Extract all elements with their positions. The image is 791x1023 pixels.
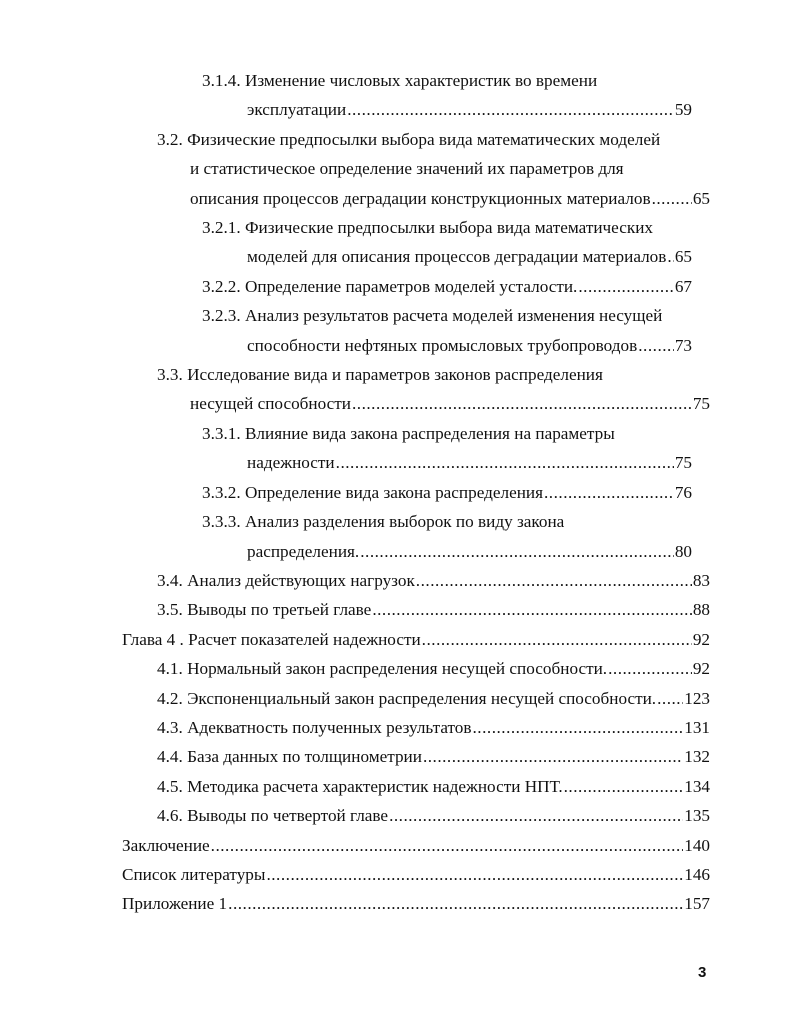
toc-page-number: 92 xyxy=(692,629,710,649)
toc-page-number: 134 xyxy=(684,776,710,796)
toc-page-number: 146 xyxy=(684,864,710,884)
toc-entry-title: Заключение xyxy=(122,835,210,855)
toc-entry-4-2[interactable] xyxy=(157,684,710,713)
toc-entry-title-cont: описания процессов деградации конструкционных материалов xyxy=(190,188,651,208)
toc-page-number: 123 xyxy=(684,688,710,708)
toc-entry-3-4[interactable] xyxy=(157,566,710,595)
table-of-contents xyxy=(0,66,791,919)
toc-entry-3-5[interactable] xyxy=(157,595,710,624)
leader-dots xyxy=(352,389,692,418)
toc-page-number: 157 xyxy=(684,894,710,914)
leader-dots xyxy=(564,772,684,801)
toc-page-number: 73 xyxy=(674,335,692,355)
leader-dots xyxy=(266,860,683,889)
toc-entry-title-cont: несущей способности xyxy=(190,394,351,414)
toc-entry-title: 3.3. Исследование вида и параметров законов распределения xyxy=(157,365,603,385)
toc-entry-title: 4.4. База данных по толщинометрии xyxy=(157,747,422,767)
toc-entry-4-1[interactable] xyxy=(157,654,710,683)
toc-page-number: 132 xyxy=(684,747,710,767)
leader-dots xyxy=(422,625,692,654)
toc-page-number: 83 xyxy=(692,570,710,590)
toc-entry-chapter-4[interactable] xyxy=(122,625,710,654)
toc-entry-title-cont: моделей для описания процессов деградации материалов xyxy=(247,247,667,267)
toc-entry-3-3-3[interactable] xyxy=(202,507,692,566)
toc-page-number: 92 xyxy=(692,659,710,679)
leader-dots xyxy=(544,478,674,507)
toc-page-number: 65 xyxy=(674,247,692,267)
leader-dots xyxy=(347,95,674,124)
toc-entry-title: 3.3.3. Анализ разделения выборок по виду закона xyxy=(202,512,565,532)
toc-page-number: 65 xyxy=(692,188,710,208)
leader-dots xyxy=(416,566,692,595)
toc-entry-3-1-4[interactable] xyxy=(202,66,692,125)
leader-dots xyxy=(211,831,684,860)
leader-dots xyxy=(360,537,674,566)
toc-entry-references[interactable] xyxy=(122,860,710,889)
toc-page-number: 88 xyxy=(692,600,710,620)
toc-entry-3-3-2[interactable] xyxy=(202,478,692,507)
toc-entry-title: 3.2.2. Определение параметров моделей усталости. xyxy=(202,276,578,296)
toc-entry-title: 3.5. Выводы по третьей главе xyxy=(157,600,372,620)
toc-entry-title: 3.2. Физические предпосылки выбора вида математических моделей xyxy=(157,129,661,149)
toc-entry-title: 3.3.2. Определение вида закона распределения xyxy=(202,482,543,502)
toc-entry-title: Список литературы xyxy=(122,864,266,884)
toc-entry-appendix-1[interactable] xyxy=(122,889,710,918)
toc-entry-title-cont: надежности xyxy=(247,453,335,473)
leader-dots xyxy=(473,713,684,742)
leader-dots xyxy=(652,184,692,213)
toc-entry-title: 4.6. Выводы по четвертой главе xyxy=(157,806,389,826)
toc-entry-3-2-2[interactable] xyxy=(202,272,692,301)
toc-entry-3-3-1[interactable] xyxy=(202,419,692,478)
toc-page-number: 131 xyxy=(684,717,710,737)
toc-entry-3-3[interactable] xyxy=(157,360,710,419)
toc-entry-title: 3.1.4. Изменение числовых характеристик во времени xyxy=(202,71,598,90)
page-number: 3 xyxy=(698,964,707,981)
toc-entry-title: 3.3.1. Влияние вида закона распределения на параметры xyxy=(202,423,615,443)
toc-page-number: 75 xyxy=(692,394,710,414)
leader-dots xyxy=(372,595,692,624)
toc-page-number: 67 xyxy=(674,276,692,296)
toc-page-number: 80 xyxy=(674,541,692,561)
leader-dots xyxy=(423,742,683,771)
toc-entry-4-3[interactable] xyxy=(157,713,710,742)
toc-entry-title-cont: и статистическое определение значений их параметров для xyxy=(190,159,624,179)
toc-entry-title: 4.5. Методика расчета характеристик надежности НПТ. xyxy=(157,776,563,796)
toc-entry-title: 3.2.3. Анализ результатов расчета моделей изменения несущей xyxy=(202,306,663,326)
toc-entry-title-cont: эксплуатации xyxy=(247,100,347,120)
leader-dots xyxy=(657,684,683,713)
toc-entry-3-2-3[interactable] xyxy=(202,301,692,360)
toc-entry-title-cont: распределения. xyxy=(247,541,360,561)
toc-entry-3-2[interactable] xyxy=(157,125,710,213)
toc-entry-conclusion[interactable] xyxy=(122,831,710,860)
toc-entry-title: 4.1. Нормальный закон распределения несущей способности. xyxy=(157,659,608,679)
leader-dots xyxy=(638,331,674,360)
leader-dots xyxy=(228,889,683,918)
toc-entry-title: 4.3. Адекватность полученных результатов xyxy=(157,717,472,737)
leader-dots xyxy=(389,801,683,830)
toc-page-number: 76 xyxy=(674,482,692,502)
toc-page-number: 59 xyxy=(674,100,692,120)
toc-entry-title: 3.2.1. Физические предпосылки выбора вида математических xyxy=(202,218,654,238)
toc-page-number: 75 xyxy=(674,453,692,473)
toc-entry-4-5[interactable] xyxy=(157,772,710,801)
toc-entry-4-4[interactable] xyxy=(157,742,710,771)
leader-dots xyxy=(578,272,673,301)
toc-entry-title: Глава 4 . Расчет показателей надежности xyxy=(122,629,421,649)
toc-page-number: 140 xyxy=(684,835,710,855)
toc-entry-title: 3.4. Анализ действующих нагрузок xyxy=(157,570,415,590)
toc-entry-title-cont: способности нефтяных промысловых трубопроводов xyxy=(247,335,638,355)
leader-dots xyxy=(608,654,692,683)
leader-dots xyxy=(667,242,673,271)
toc-entry-title: Приложение 1 xyxy=(122,894,228,914)
toc-entry-3-2-1[interactable] xyxy=(202,213,692,272)
toc-page-number: 135 xyxy=(684,806,710,826)
toc-entry-title: 4.2. Экспоненциальный закон распределения несущей способности. xyxy=(157,688,657,708)
leader-dots xyxy=(336,448,674,477)
toc-entry-4-6[interactable] xyxy=(157,801,710,830)
